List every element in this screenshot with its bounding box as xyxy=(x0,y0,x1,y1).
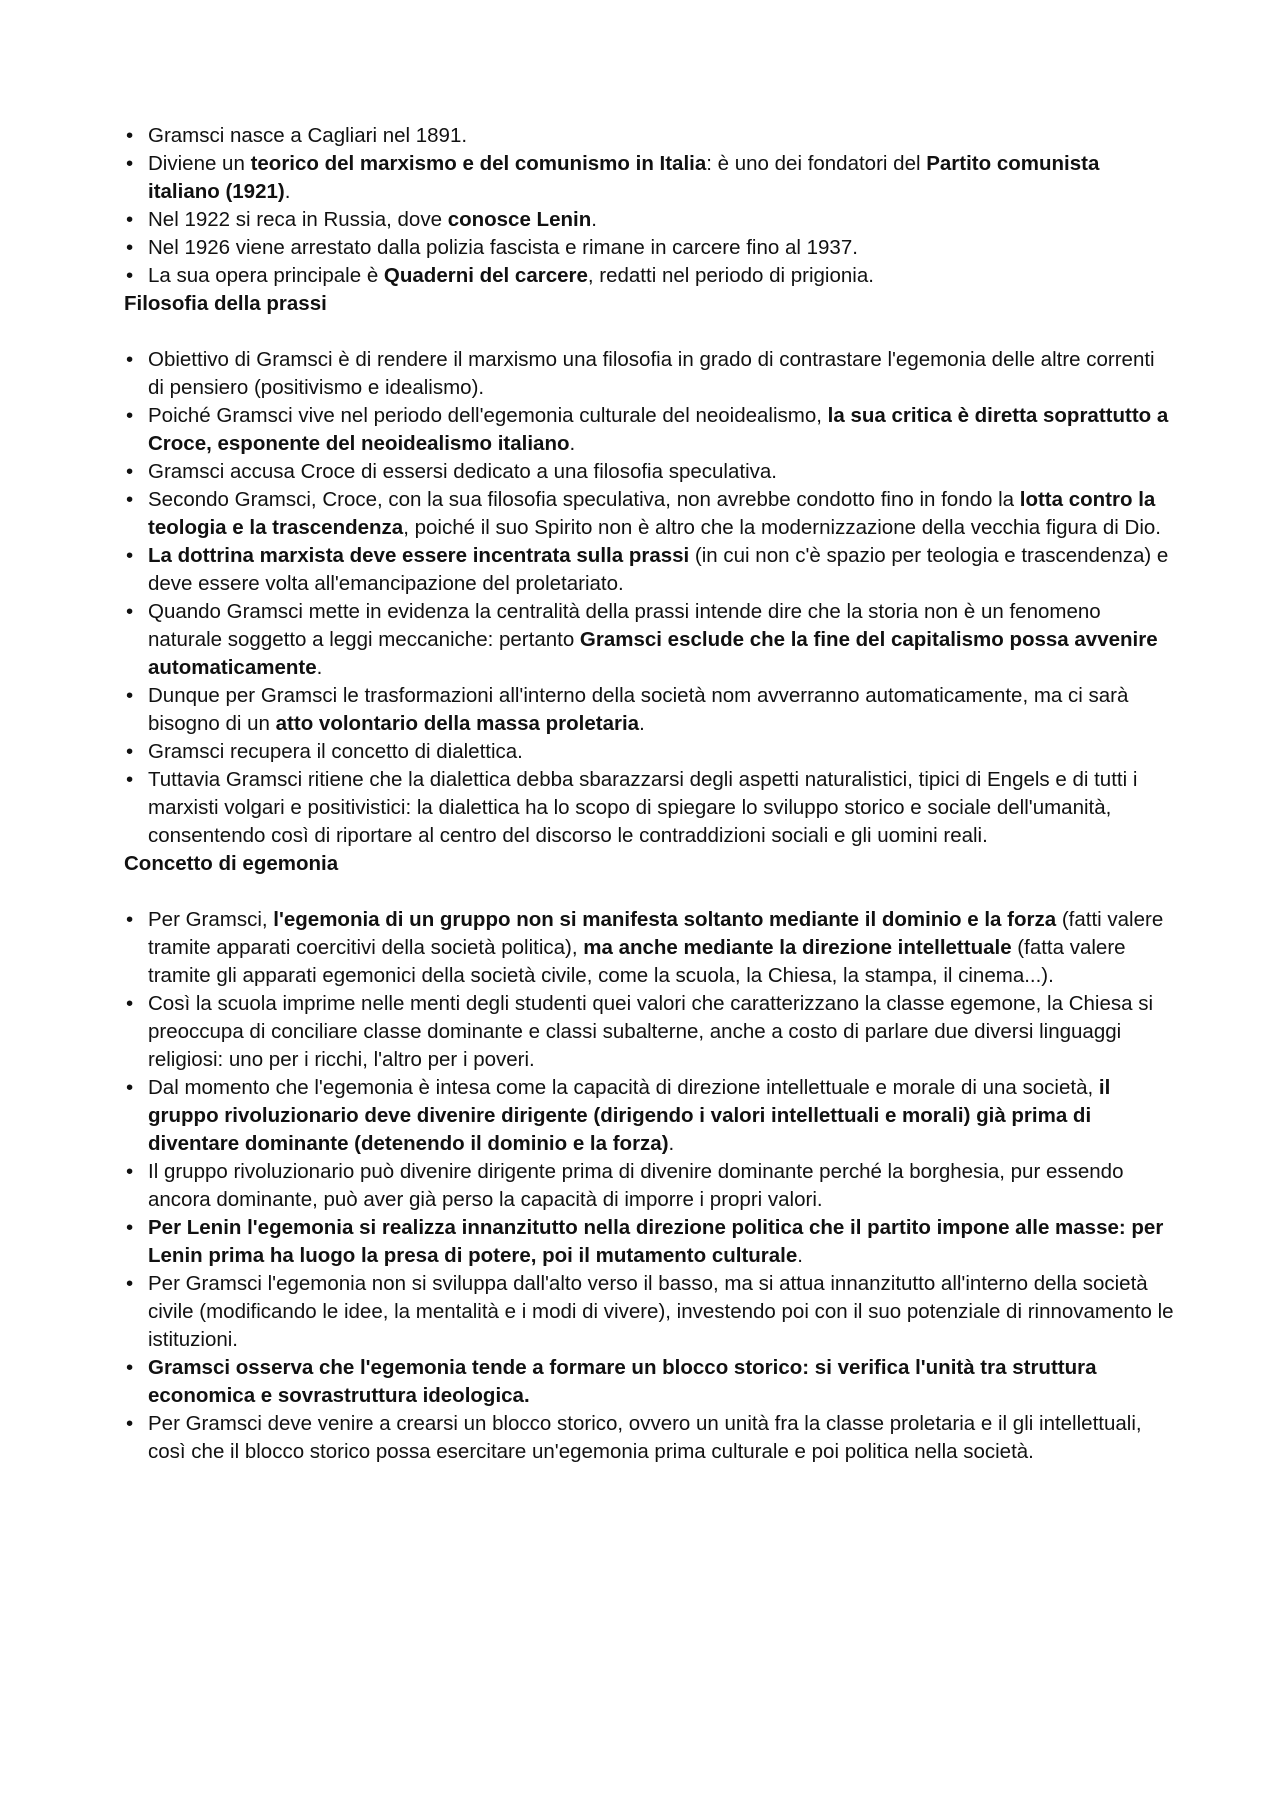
prassi-item xyxy=(124,346,1174,402)
bold-text: ma anche mediante la direzione intellettuale xyxy=(583,936,1012,959)
text-run: Il gruppo rivoluzionario può divenire dirigente prima di divenire dominante perché la borghesia, pur essendo ancora dominante, può aver già perso la capacità di imporre i propri valori. xyxy=(148,1160,1124,1211)
text-run: Gramsci nasce a Cagliari nel 1891. xyxy=(148,124,468,147)
text-run: Per Gramsci l'egemonia non si sviluppa dall'alto verso il basso, ma si attua innanzitutto all'interno della società civile (modificando le idee, la mentalità e i modi di vivere), investendo poi con il suo potenziale di rinnovamento le istituzioni. xyxy=(148,1272,1174,1351)
bio-list xyxy=(124,122,1174,290)
text-run: . xyxy=(284,180,291,203)
text-run: Gramsci accusa Croce di essersi dedicato a una filosofia speculativa. xyxy=(148,460,777,483)
egemonia-item xyxy=(124,1410,1174,1466)
text-run: Secondo Gramsci, Croce, con la sua filosofia speculativa, non avrebbe condotto fino in fondo la xyxy=(148,488,1020,511)
document-page xyxy=(124,122,1174,1466)
egemonia-item xyxy=(124,1354,1174,1410)
egemonia-item xyxy=(124,906,1174,990)
bold-text: l'egemonia di un gruppo non si manifesta soltanto mediante il dominio e la forza xyxy=(273,908,1057,931)
egemonia-item xyxy=(124,1214,1174,1270)
prassi-item xyxy=(124,402,1174,458)
bio-item xyxy=(124,234,1174,262)
text-run: , redatti nel periodo di prigionia. xyxy=(587,264,874,287)
text-run: . xyxy=(316,656,323,679)
text-run: (in cui non c'è spazio per teologia e trascendenza) e deve essere volta all'emancipazione del proletariato. xyxy=(148,544,1169,595)
text-run: Dal momento che l'egemonia è intesa come la capacità di direzione intellettuale e morale di una società, xyxy=(148,1076,1099,1099)
prassi-item xyxy=(124,598,1174,682)
bold-text: Per Lenin l'egemonia si realizza innanzitutto nella direzione politica che il partito impone alle masse: per Lenin prima ha luogo la presa di potere, poi il mutamento culturale xyxy=(148,1216,1164,1267)
prassi-item xyxy=(124,486,1174,542)
bold-text: la sua critica è diretta soprattutto a Croce, esponente del neoidealismo italiano xyxy=(148,404,1169,455)
section-heading-concetto-egemonia: Concetto di egemonia xyxy=(124,852,339,875)
text-run: Per Gramsci, xyxy=(148,908,274,931)
text-run: , poiché il suo Spirito non è altro che la modernizzazione della vecchia figura di Dio. xyxy=(403,516,1161,539)
text-run: Obiettivo di Gramsci è di rendere il marxismo una filosofia in grado di contrastare l'egemonia delle altre correnti di pensiero (positivismo e idealismo). xyxy=(148,348,1155,399)
text-run: Per Gramsci deve venire a crearsi un blocco storico, ovvero un unità fra la classe proletaria e il gli intellettuali, così che il blocco storico possa esercitare un'egemonia prima culturale e poi politica nella società. xyxy=(148,1412,1142,1463)
text-run: Quando Gramsci mette in evidenza la centralità della prassi intende dire che la storia non è un fenomeno naturale soggetto a leggi meccaniche: pertanto xyxy=(148,600,1101,651)
text-run: Dunque per Gramsci le trasformazioni all'interno della società nom avverranno automaticamente, ma ci sarà bisogno di un xyxy=(148,684,1129,735)
bold-text: conosce Lenin xyxy=(447,208,592,231)
egemonia-item xyxy=(124,1074,1174,1158)
egemonia-list xyxy=(124,906,1174,1466)
text-run: Tuttavia Gramsci ritiene che la dialettica debba sbarazzarsi degli aspetti naturalistici, tipici di Engels e di tutti i marxisti volgari e positivistici: la dialettica ha lo scopo di spiegare lo sviluppo storico e sociale dell'umanità, consentendo così di riportare al centro del discorso le contraddizioni sociali e gli uomini reali. xyxy=(148,768,1138,847)
bold-text: La dottrina marxista deve essere incentrata sulla prassi xyxy=(148,544,690,567)
egemonia-item xyxy=(124,1158,1174,1214)
prassi-item xyxy=(124,738,1174,766)
text-run: Poiché Gramsci vive nel periodo dell'egemonia culturale del neoidealismo, xyxy=(148,404,828,427)
bio-item xyxy=(124,150,1174,206)
text-run: . xyxy=(668,1132,675,1155)
egemonia-item xyxy=(124,1270,1174,1354)
text-run: (fatta valere tramite gli apparati egemonici della società civile, come la scuola, la Chiesa, la stampa, il cinema...). xyxy=(148,936,1126,987)
text-run: : è uno dei fondatori del xyxy=(706,152,927,175)
bio-item xyxy=(124,206,1174,234)
text-run: Così la scuola imprime nelle menti degli studenti quei valori che caratterizzano la classe egemone, la Chiesa si preoccupa di conciliare classe dominante e classi subalterne, anche a costo di parlare due diversi linguaggi religiosi: uno per i ricchi, l'altro per i poveri. xyxy=(148,992,1154,1071)
bold-text: Gramsci osserva che l'egemonia tende a formare un blocco storico: si verifica l'unità tra struttura economica e sovrastruttura ideologica. xyxy=(148,1356,1097,1407)
text-run: . xyxy=(639,712,645,735)
egemonia-item xyxy=(124,990,1174,1074)
text-run: . xyxy=(797,1244,803,1267)
bold-text: Quaderni del carcere xyxy=(383,264,588,287)
text-run: . xyxy=(591,208,597,231)
text-run: . xyxy=(569,432,576,455)
text-run: Diviene un xyxy=(148,152,251,175)
text-run: Gramsci recupera il concetto di dialettica. xyxy=(148,740,523,763)
prassi-item xyxy=(124,766,1174,850)
section-heading-filosofia-prassi: Filosofia della prassi xyxy=(124,292,327,315)
bold-text: teorico del marxismo e del comunismo in Italia xyxy=(250,152,707,175)
bio-item xyxy=(124,262,1174,290)
prassi-list xyxy=(124,346,1174,850)
text-run: (fatti valere tramite apparati coercitivi della società politica), xyxy=(148,908,1164,959)
bold-text: Gramsci esclude che la fine del capitalismo possa avvenire automaticamente xyxy=(148,628,1158,679)
bold-text: lotta contro la teologia e la trascendenza xyxy=(148,488,1156,539)
prassi-item xyxy=(124,542,1174,598)
prassi-item xyxy=(124,682,1174,738)
text-run: La sua opera principale è xyxy=(148,264,384,287)
text-run: Nel 1926 viene arrestato dalla polizia fascista e rimane in carcere fino al 1937. xyxy=(148,236,858,259)
text-run: Nel 1922 si reca in Russia, dove xyxy=(148,208,448,231)
bold-text: atto volontario della massa proletaria xyxy=(275,712,640,735)
bold-text: Partito comunista italiano (1921) xyxy=(148,152,1100,203)
bio-item xyxy=(124,122,1174,150)
prassi-item xyxy=(124,458,1174,486)
bold-text: il gruppo rivoluzionario deve divenire dirigente (dirigendo i valori intellettuali e morali) già prima di diventare dominante (detenendo il dominio e la forza) xyxy=(148,1076,1111,1155)
